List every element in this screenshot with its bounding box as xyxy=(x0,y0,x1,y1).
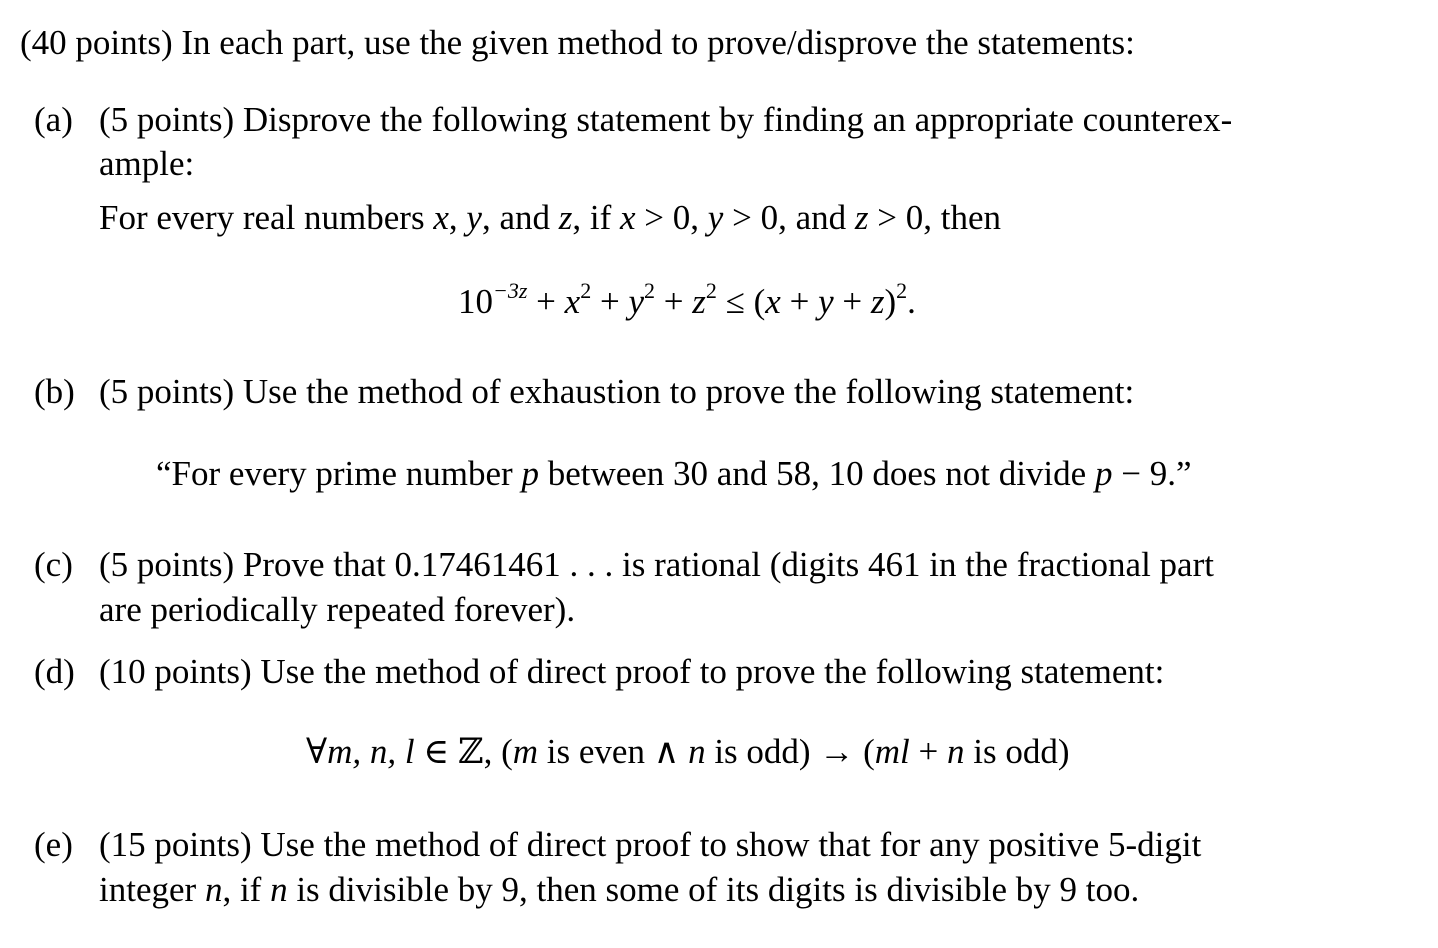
part-b-label: (b) xyxy=(34,372,75,411)
eq-op: . xyxy=(907,282,916,321)
part-e-text: , if xyxy=(222,870,271,909)
formula-text: + xyxy=(909,732,947,771)
formula-text: is odd) xyxy=(964,732,1070,771)
part-e-label: (e) xyxy=(34,825,73,864)
part-c-label: (c) xyxy=(34,545,73,584)
part-d-label: (d) xyxy=(34,652,75,691)
quote-text: between 30 and 58, 10 does not divide xyxy=(538,454,1095,493)
var-m: m xyxy=(512,732,539,771)
part-c-line2: are periodically repeated forever). xyxy=(99,590,576,629)
formula-text: is odd) → ( xyxy=(705,732,875,771)
eq-var: z xyxy=(870,282,885,321)
quote-text: − 9.” xyxy=(1112,454,1192,493)
formula-vars: m, n, l xyxy=(327,732,415,771)
stmt-text: > 0, xyxy=(635,198,708,237)
part-b-points: (5 points) xyxy=(99,372,235,411)
eq-var: y xyxy=(628,282,645,321)
eq-op: ≤ ( xyxy=(716,282,766,321)
part-c-points: (5 points) xyxy=(99,545,235,584)
part-b-line1 xyxy=(99,374,1134,409)
eq-op: ) xyxy=(884,282,897,321)
var-n: n xyxy=(688,732,706,771)
part-e-text: Use the method of direct proof to show that for any positive 5-digit xyxy=(260,825,1202,864)
formula-text: is even ∧ xyxy=(538,732,689,771)
intro-text: (40 points) In each part, use the given method to prove/disprove the statements: xyxy=(20,23,1135,62)
part-d-text: Use the method of direct proof to prove the following statement: xyxy=(260,652,1165,691)
eq-exponent: 2 xyxy=(644,278,656,303)
eq-op: + xyxy=(780,282,819,321)
part-e-points: (15 points) xyxy=(99,825,252,864)
part-d-formula xyxy=(306,734,1069,769)
part-c-text: Prove that 0.17461461 . . . is rational (digits 461 in the fractional part xyxy=(242,545,1214,584)
part-a-label: (a) xyxy=(34,100,73,139)
var-x: x xyxy=(620,198,636,237)
stmt-text: For every real numbers xyxy=(99,198,434,237)
part-e-text: is divisible by 9, then some of its digits is divisible by 9 too. xyxy=(287,870,1140,909)
var-z: z xyxy=(558,198,573,237)
part-b-quote xyxy=(156,456,1191,491)
part-a-statement xyxy=(99,200,1001,235)
eq-var: x xyxy=(564,282,581,321)
stmt-text: > 0, and xyxy=(723,198,855,237)
stmt-text: , xyxy=(448,198,467,237)
var-z: z xyxy=(854,198,869,237)
eq-exponent: 2 xyxy=(705,278,717,303)
part-a-line1 xyxy=(99,102,1232,137)
eq-exponent: 2 xyxy=(896,278,908,303)
stmt-text: , and xyxy=(481,198,559,237)
part-e-line1 xyxy=(99,827,1201,862)
forall-symbol: ∀ xyxy=(306,732,328,771)
var-y: y xyxy=(466,198,482,237)
part-b-text: Use the method of exhaustion to prove the following statement: xyxy=(242,372,1135,411)
part-a-points: (5 points) xyxy=(99,100,235,139)
eq-var: x xyxy=(765,282,781,321)
eq-term: 10 xyxy=(458,282,493,321)
var-p: p xyxy=(521,454,539,493)
part-a-equation xyxy=(458,278,916,321)
var-n: n xyxy=(946,732,965,771)
quote-text: “For every prime number xyxy=(156,454,522,493)
eq-op: + xyxy=(591,282,629,321)
stmt-text: , if xyxy=(572,198,620,237)
eq-op: + xyxy=(655,282,693,321)
eq-op: + xyxy=(527,282,565,321)
formula-text: ∈ ℤ, ( xyxy=(414,732,513,771)
part-a-line2: ample: xyxy=(99,144,195,183)
var-n: n xyxy=(270,870,288,909)
eq-var: y xyxy=(818,282,834,321)
var-ml: ml xyxy=(874,732,910,771)
var-y: y xyxy=(707,198,724,237)
part-a-text: Disprove the following statement by finding an appropriate counterex- xyxy=(242,100,1233,139)
eq-exponent: 2 xyxy=(580,278,592,303)
part-d-line1 xyxy=(99,654,1164,689)
part-c-line1 xyxy=(99,547,1214,582)
part-d-points: (10 points) xyxy=(99,652,252,691)
eq-op: + xyxy=(833,282,871,321)
var-p: p xyxy=(1094,454,1113,493)
eq-exponent: −3z xyxy=(493,278,528,303)
part-e-line2 xyxy=(99,872,1139,907)
stmt-text: > 0, then xyxy=(868,198,1001,237)
part-e-text: integer xyxy=(99,870,205,909)
var-x: x xyxy=(433,198,449,237)
eq-var: z xyxy=(692,282,706,321)
var-n: n xyxy=(204,870,223,909)
